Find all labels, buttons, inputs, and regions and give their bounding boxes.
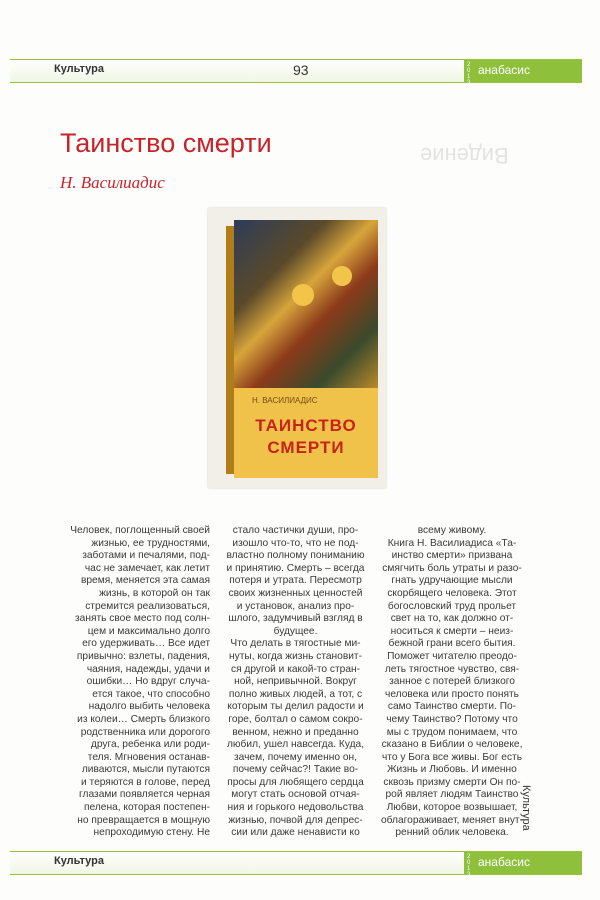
halo-icon <box>332 266 352 286</box>
header-band <box>10 59 582 86</box>
page-number: 93 <box>293 62 309 78</box>
footer-brand-block <box>464 852 582 878</box>
footer-band <box>10 851 582 878</box>
brand-block <box>464 60 582 86</box>
book-cover <box>234 220 378 478</box>
article-column-3: всему живому. Книга Н. Василиадиса «Та- инство смерти» призвана смягчить боль утраты и разо- гнать удручающие мысли скорбящего человека. Этот богословский труд прольет свет на то, как должно от- носиться к смерти – неиз- бежной грани всего бытия. Поможет читателю преодо- леть тягостное чувство, свя- занное с потерей близкого человека или просто понять само Таинство смерти. По- чему Таинство? Потому что мы с трудом понимаем, что сказано в Библии о человеке, что у Бога все живы. Бог есть Жизнь и Любовь. И именно сквозь призму смерти Он по- рой являет людям Таинство Любви, которое возвышает, облагораживает, меняет внут- ренний облик человека. <box>381 525 523 839</box>
book-cover-title-line2: СМЕРТИ <box>267 438 345 457</box>
footer-brand-name: анабасис <box>478 855 530 869</box>
brand-year: 2013 <box>467 62 471 86</box>
book-cover-title-line1: ТАИНСТВО <box>255 416 357 435</box>
article-title: Таинство смерти <box>60 128 272 158</box>
article-column-2: стало частички души, про- изошло что-то, что не под- властно полному пониманию и принятию. Смерть – всегда потеря и утрата. Пересмотр своих жизненных ценностей и установок, анализ про- шлого, задумчивый взгляд в будущее. Что делать в тягостные ми- нуты, когда жизнь становит- ся другой и какой-то стран- ной, непривычной. Вокруг полно живых людей, а тот, с которым ты делил радости и горе, болтал о самом сокро- венном, нежно и преданно любил, ушел навсегда. Куда, зачем, почему именно он, почему сейчас?! Такие во- просы для любящего сердца могут стать основой отчая- ния и горького недовольства жизнью, почвой для депрес- сии или даже ненависти ко <box>226 525 365 839</box>
book-cover-author: Н. ВАСИЛИАДИС <box>252 396 318 405</box>
halo-icon <box>292 284 314 306</box>
side-section-label: Культура <box>520 785 532 831</box>
book-cover-image <box>226 220 378 478</box>
footer-brand-year: 2013 <box>467 854 471 878</box>
article-column-1: Человек, поглощенный своей жизнью, ее трудностями, заботами и печалями, под- час не замечает, как летит время, меняется эта самая жизнь, в которой он так стремится реализоваться, занять свое место под солн- цем и максимально долго его удерживать… Все идет привычно: взлеты, падения, чаяния, надежды, удачи и ошибки… Но вдруг случа- ется такое, что способно надолго выбить человека из колеи… Смерть близкого родственника или дорогого друга, ребенка или роди- теля. Мгновения останав- ливаются, мысли путаются и теряются в голове, перед глазами появляется черная пелена, которая постепен- но превращается в мощную непроходимую стену. Не <box>70 525 210 839</box>
brand-name: анабасис <box>478 63 530 77</box>
icon-painting <box>234 220 378 388</box>
footer-section-label: Культура <box>54 855 104 867</box>
bleed-through-text: Видение <box>420 143 509 168</box>
header-section-label: Культура <box>54 63 104 75</box>
article-author: Н. Василиадис <box>60 173 165 192</box>
book-spine <box>226 226 234 474</box>
